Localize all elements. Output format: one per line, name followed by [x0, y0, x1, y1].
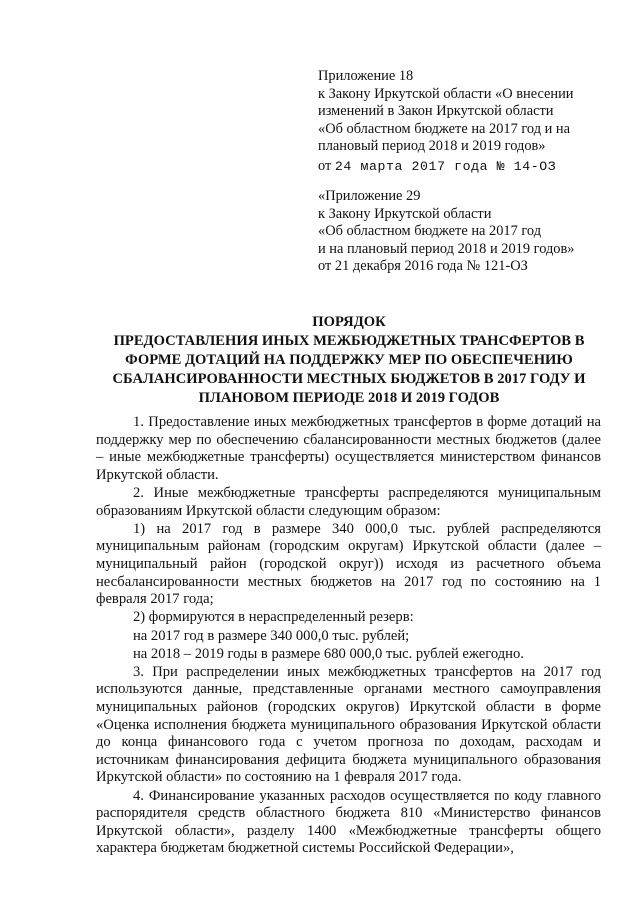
document-title	[96, 313, 602, 408]
header-line: Приложение 18	[318, 68, 414, 84]
paragraph-2: 2. Иные межбюджетные трансферты распределяются муниципальным образованиям Иркутской области следующим образом:	[96, 484, 601, 519]
document-body	[96, 414, 601, 858]
header-line: к Закону Иркутской области «О внесении	[318, 85, 574, 102]
header2-line: к Закону Иркутской области	[318, 205, 492, 222]
header-line: изменений в Закон Иркутской области	[318, 103, 554, 120]
header-line: «Об областном бюджете на 2017 год и на	[318, 120, 571, 137]
paragraph-4: 4. Финансирование указанных расходов осуществляется по коду главного распорядителя средств областного бюджета 810 «Министерство финансов Иркутской области», разделу 1400 «Межбюджетные трансферты общего характера бюджетам бюджетной системы Российской Федерации»,	[96, 787, 601, 857]
paragraph-3: 3. При распределении иных межбюджетных трансфертов на 2017 год используются данные, представленные органами местного самоуправления муниципальных районов (городских округов) Иркутской области в форме «Оценка исполнения бюджета муниципального образования Иркутской области до конца финансового года с учетом прогноза по доходам, расходам и источникам финансирования дефицита бюджета муниципального образования Иркутской области» по состоянию на 1 февраля 2017 года.	[96, 663, 601, 786]
title-line: ПРЕДОСТАВЛЕНИЯ ИНЫХ МЕЖБЮДЖЕТНЫХ ТРАНСФЕРТОВ В	[113, 333, 585, 349]
original-annex-header	[318, 188, 618, 276]
header-date-line	[318, 158, 618, 176]
paragraph-2-item-1: 1) на 2017 год в размере 340 000,0 тыс. рублей распределяются муниципальным районам (городским округам) Иркутской области (далее – муниципальный район (городской округ)) исходя из расчетного объема несбалансированности местных бюджетов на 2017 год по состоянию на 1 февраля 2017 года;	[96, 520, 601, 608]
reserve-2018-2019: на 2018 – 2019 годы в размере 680 000,0 тыс. рублей ежегодно.	[133, 645, 524, 662]
header2-line: от 21 декабря 2016 года № 121-ОЗ	[318, 258, 528, 275]
title-line: ПЛАНОВОМ ПЕРИОДЕ 2018 И 2019 ГОДОВ	[198, 390, 500, 406]
amendment-header	[318, 68, 618, 176]
paragraph-1: 1. Предоставление иных межбюджетных трансфертов в форме дотаций на поддержку мер по обеспечению сбалансированности местных бюджетов (далее – иные межбюджетные трансферты) осуществляется министерством финансов Иркутской области.	[96, 414, 601, 483]
title-line: СБАЛАНСИРОВАННОСТИ МЕСТНЫХ БЮДЖЕТОВ В 2017 ГОДУ И	[112, 371, 586, 387]
header-date-prefix: от	[318, 157, 332, 174]
title-line: ФОРМЕ ДОТАЦИЙ НА ПОДДЕРЖКУ МЕР ПО ОБЕСПЕЧЕНИЮ	[125, 352, 573, 368]
header-date-typed: 24 марта 2017 года № 14-ОЗ	[334, 158, 557, 174]
header2-line: и на плановый период 2018 и 2019 годов»	[318, 240, 575, 257]
reserve-2017: на 2017 год в размере 340 000,0 тыс. рублей;	[133, 627, 410, 644]
header2-line: «Приложение 29	[318, 188, 421, 204]
header2-line: «Об областном бюджете на 2017 год	[318, 223, 542, 240]
header-line: плановый период 2018 и 2019 годов»	[318, 138, 546, 155]
title-line: ПОРЯДОК	[312, 314, 386, 330]
paragraph-2-item-2: 2) формируются в нераспределенный резерв:	[133, 609, 414, 626]
